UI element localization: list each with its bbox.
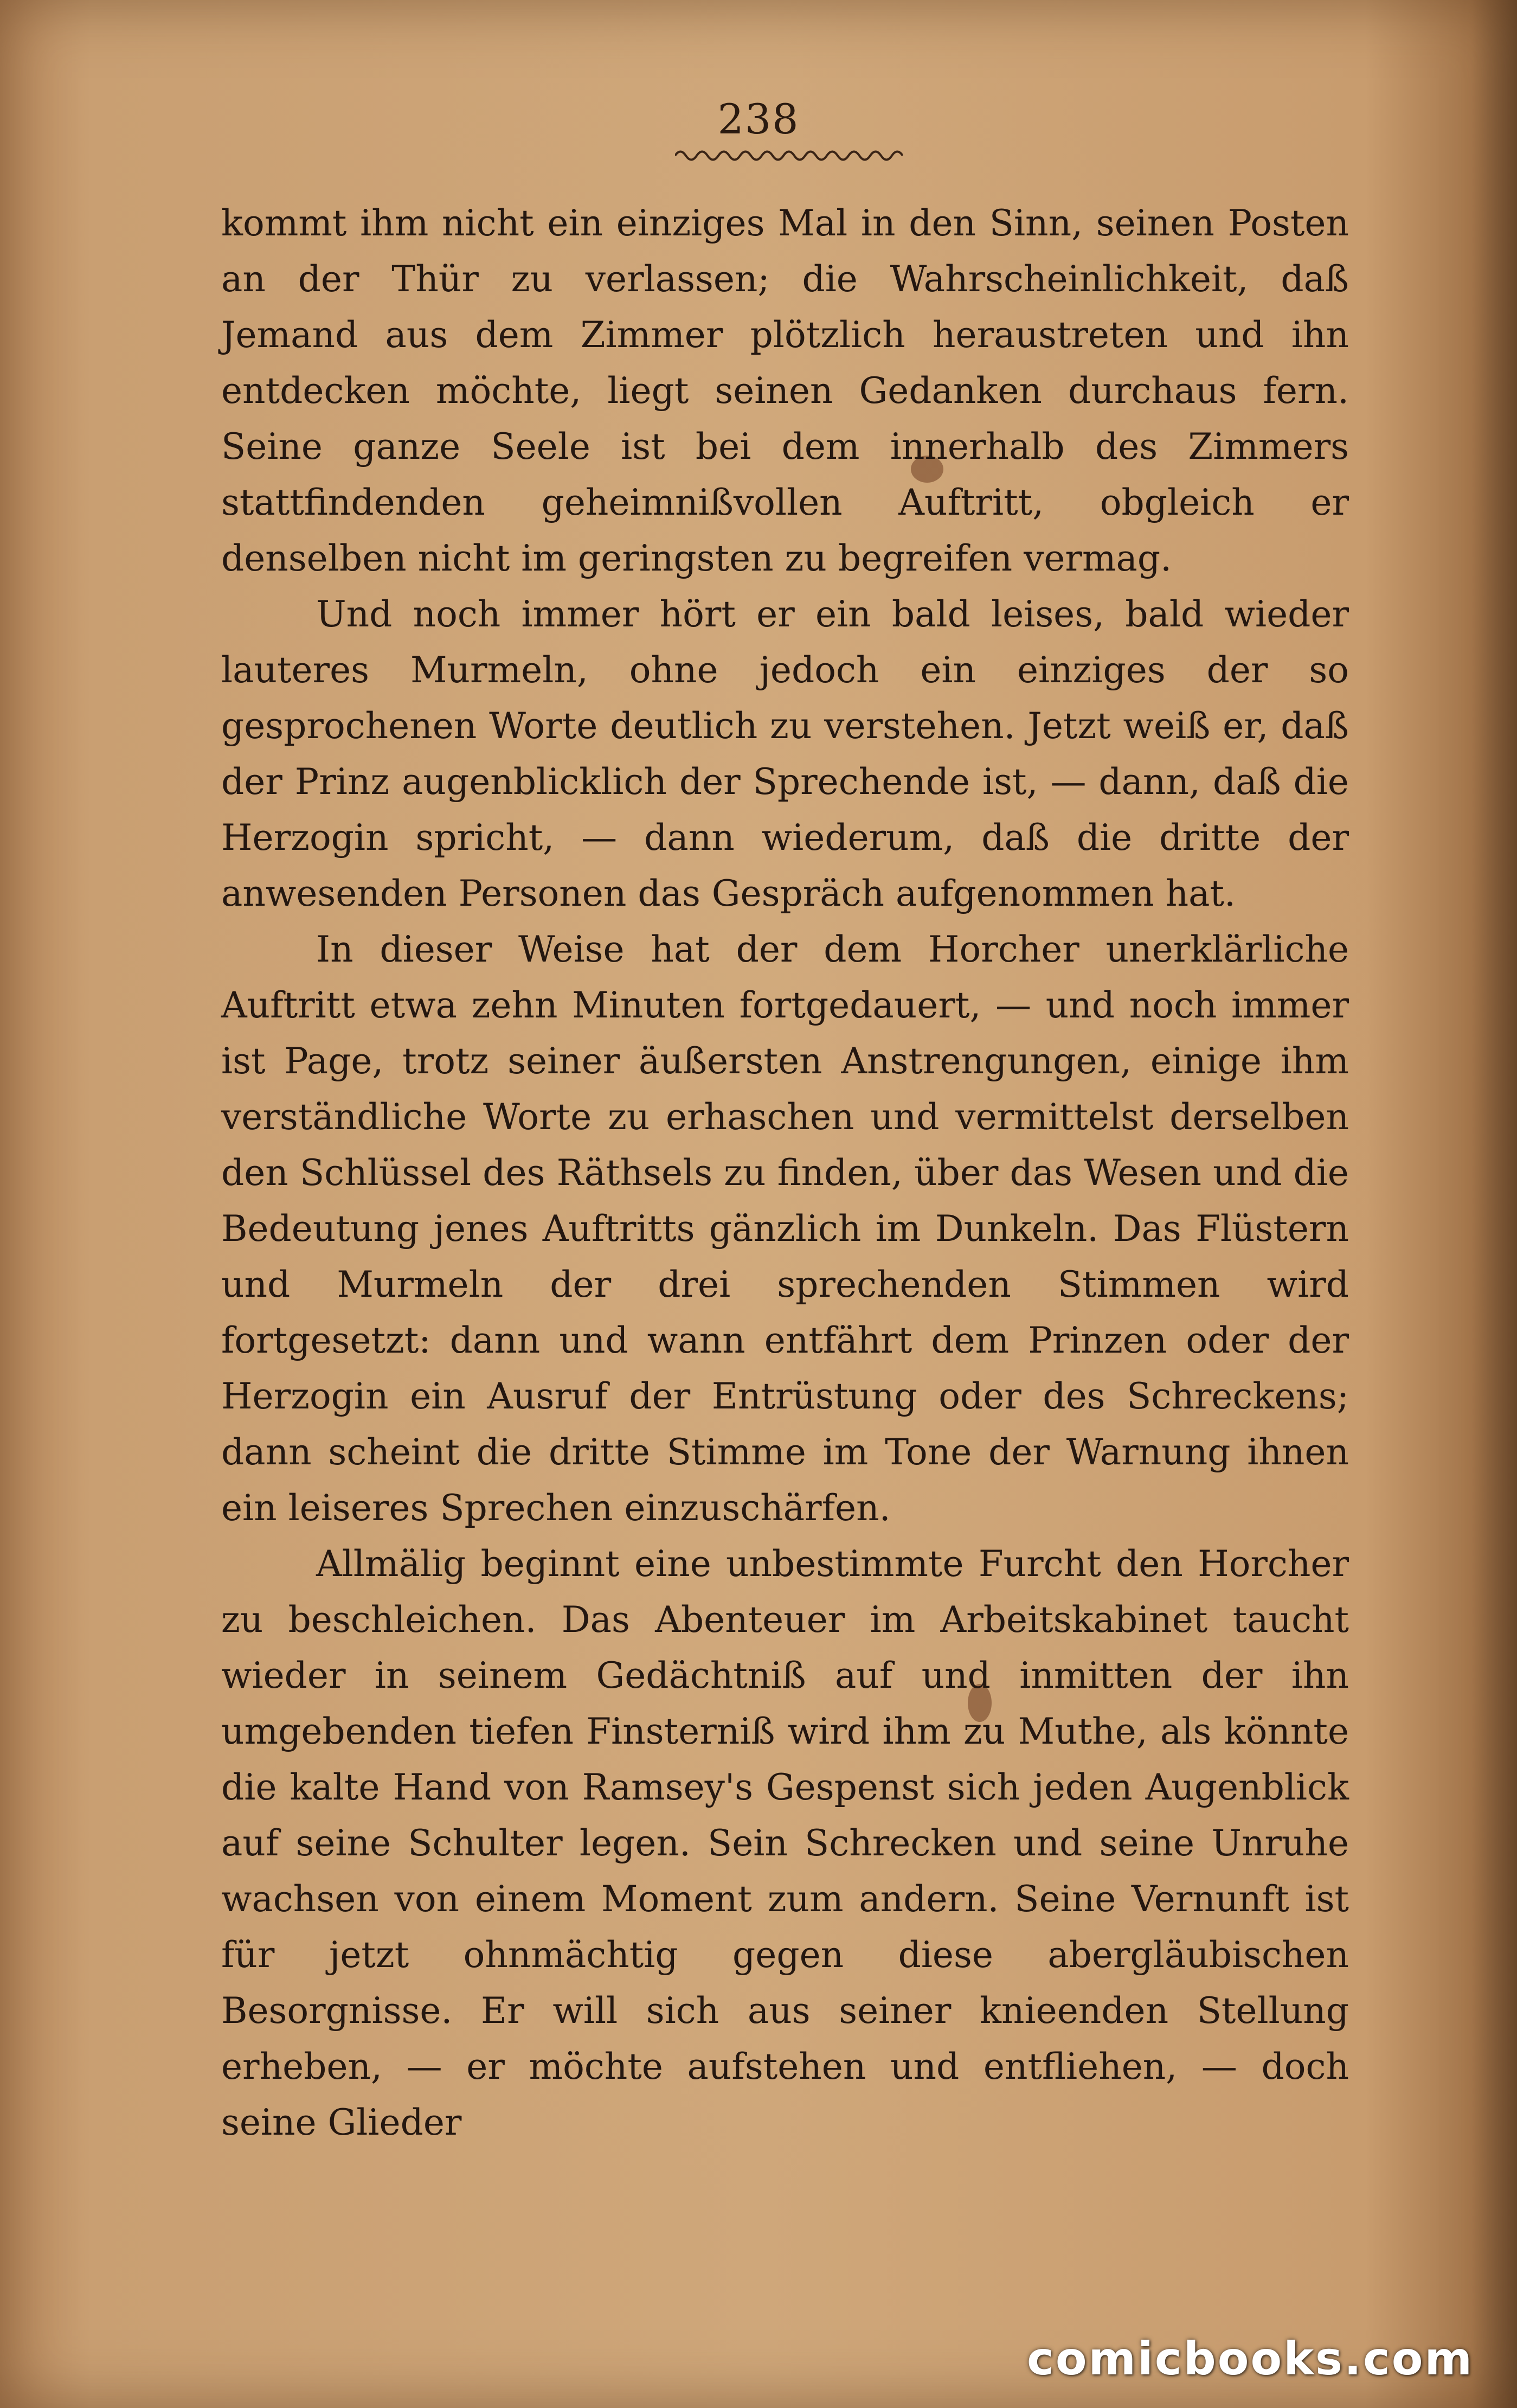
watermark: comicbooks.com — [1027, 2332, 1474, 2385]
body-text — [221, 195, 1349, 2150]
paragraph: kommt ihm nicht ein einziges Mal in den Sinn, seinen Posten an der Thür zu verlassen; die Wahrscheinlichkeit, daß Jemand aus dem Zimmer plötzlich heraustreten und ihn entdecken möchte, liegt seinen Gedanken durchaus fern. Seine ganze Seele ist bei dem innerhalb des Zimmers stattfindenden geheimnißvollen Auftritt, obgleich er denselben nicht im geringsten zu begreifen vermag. — [221, 202, 1349, 579]
paragraph: Und noch immer hört er ein bald leises, bald wieder lauteres Murmeln, ohne jedoch ein einziges der so gesprochenen Worte deutlich zu verstehen. Jetzt weiß er, daß der Prinz augenblicklich der Sprechende ist, — dann, daß die Herzogin spricht, — dann wiederum, daß die dritte der anwesenden Personen das Gespräch aufgenommen hat. — [221, 593, 1349, 914]
page-number: 238 — [717, 95, 800, 143]
paragraph: In dieser Weise hat der dem Horcher unerklärliche Auftritt etwa zehn Minuten fortgedauert, — und noch immer ist Page, trotz seiner äußersten Anstrengungen, einige ihm verständliche Worte zu erhaschen und vermittelst derselben den Schlüssel des Räthsels zu finden, über das Wesen und die Bedeutung jenes Auftritts gänzlich im Dunkeln. Das Flüstern und Murmeln der drei sprechenden Stimmen wird fortgesetzt: dann und wann entfährt dem Prinzen oder der Herzogin ein Ausruf der Entrüstung oder des Schreckens; dann scheint die dritte Stimme im Tone der Warnung ihnen ein leiseres Sprechen einzuschärfen. — [221, 928, 1349, 1529]
wavy-ornament — [675, 148, 903, 164]
paragraph: Allmälig beginnt eine unbestimmte Furcht den Horcher zu beschleichen. Das Abenteuer im Arbeitskabinet taucht wieder in seinem Gedächtniß auf und inmitten der ihn umgebenden tiefen Finsterniß wird ihm zu Muthe, als könnte die kalte Hand von Ramsey's Gespenst sich jeden Augenblick auf seine Schulter legen. Sein Schrecken und seine Unruhe wachsen von einem Moment zum andern. Seine Vernunft ist für jetzt ohnmächtig gegen diese abergläubischen Besorgnisse. Er will sich aus seiner knieenden Stellung erheben, — er möchte aufstehen und entfliehen, — doch seine Glieder — [221, 1543, 1349, 2143]
